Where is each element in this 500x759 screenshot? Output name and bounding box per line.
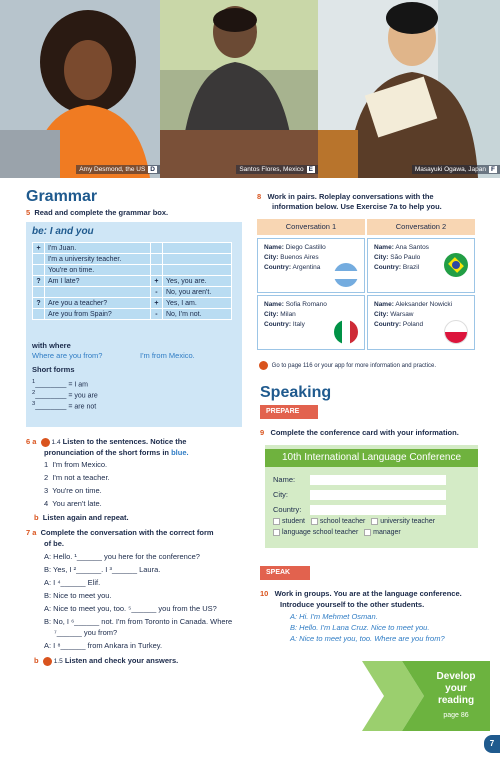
name-field[interactable] bbox=[310, 475, 446, 485]
develop-page-ref: page 86 bbox=[443, 712, 469, 719]
develop-label-1: Develop bbox=[436, 671, 476, 682]
where-answer: I'm from Mexico. bbox=[140, 351, 195, 360]
exercise-7a-instruction-2: of be. bbox=[44, 539, 64, 548]
where-question: Where are you from? bbox=[32, 351, 103, 360]
table-row: I'm a university teacher. bbox=[33, 254, 232, 265]
school-teacher-checkbox[interactable] bbox=[311, 518, 318, 525]
dialogue-line: B: No, I ⁶______ not. I'm from Toronto in Canada. Where bbox=[44, 617, 233, 626]
city-field[interactable] bbox=[310, 490, 446, 500]
woman-photo-icon bbox=[0, 0, 160, 178]
list-item: 2 I'm not a teacher. bbox=[44, 473, 110, 482]
dialogue-line: A: I ⁸______ from Ankara in Turkey. bbox=[44, 641, 163, 650]
dialogue-line: ⁷______ you from? bbox=[54, 628, 118, 637]
exercise-6a-instruction: 6 a 1.4 Listen to the sentences. Notice the bbox=[26, 437, 187, 446]
develop-label-2: your bbox=[445, 683, 467, 694]
exercise-5-instruction: 5 Read and complete the grammar box. bbox=[26, 208, 169, 217]
role-card: Name: Ana Santos City: São Paulo Country: Brazil bbox=[367, 238, 475, 293]
prepare-tag: PREPARE bbox=[260, 405, 318, 419]
dialogue-line: A: Nice to meet you, too. ⁵______ you from the US? bbox=[44, 604, 217, 613]
manager-checkbox[interactable] bbox=[364, 529, 371, 536]
name-label: Name: bbox=[273, 475, 296, 484]
short-form-2: $^2$________ = you are bbox=[32, 390, 98, 400]
short-form-1: $^1$________ = I am bbox=[32, 379, 88, 389]
audio-icon[interactable] bbox=[41, 438, 50, 447]
short-form-3: $^3$________ = are not bbox=[32, 401, 97, 411]
photo-masayuki bbox=[318, 0, 500, 178]
exercise-6a-instruction-2: pronunciation of the short forms in blue. bbox=[44, 448, 189, 457]
dialogue-line: A: Hello. ¹______ you here for the conference? bbox=[44, 552, 200, 561]
exercise-9-instruction: 9 Complete the conference card with your information. bbox=[260, 428, 459, 437]
exercise-8-instruction: 8 Work in pairs. Roleplay conversations with the bbox=[257, 192, 434, 201]
exercise-7b-instruction: b 1.5 Listen and check your answers. bbox=[34, 656, 179, 665]
photo-strip bbox=[0, 0, 500, 178]
list-item: 4 You aren't late. bbox=[44, 499, 102, 508]
exercise-10-instruction-2: Introduce yourself to the other students. bbox=[280, 600, 425, 609]
exercise-7a-instruction: 7 a Complete the conversation with the correct form bbox=[26, 528, 214, 537]
develop-reading-banner[interactable] bbox=[362, 661, 490, 731]
example-line: A: Hi. I'm Mehmet Osman. bbox=[290, 612, 378, 621]
conversation-cards bbox=[257, 219, 475, 349]
photo-caption: Amy Desmond, the US D bbox=[76, 165, 160, 174]
example-line: A: Nice to meet you, too. Where are you from? bbox=[290, 634, 445, 643]
audio-icon[interactable] bbox=[43, 657, 52, 666]
dialogue-line: B: Nice to meet you. bbox=[44, 591, 112, 600]
role-card: Name: Sofia Romano City: Milan Country: Italy bbox=[257, 295, 365, 350]
conversation-1-header: Conversation 1 bbox=[257, 219, 365, 235]
table-row: ? Am I late? + Yes, you are. bbox=[33, 276, 232, 287]
list-item: 3 You're on time. bbox=[44, 486, 102, 495]
dialogue-line: B: Yes, I ²______. I ³______ Laura. bbox=[44, 565, 161, 574]
exercise-8-instruction-2: information below. Use Exercise 7a to help you. bbox=[272, 202, 442, 211]
country-label: Country: bbox=[273, 505, 302, 514]
table-row: - No, you aren't. bbox=[33, 287, 232, 298]
dialogue-line: A: I ⁴______ Elif. bbox=[44, 578, 101, 587]
conversation-2-header: Conversation 2 bbox=[367, 219, 475, 235]
grammar-box bbox=[26, 222, 242, 427]
student-checkbox[interactable] bbox=[273, 518, 280, 525]
argentina-flag-icon bbox=[334, 263, 358, 287]
conference-title: 10th International Language Conference bbox=[265, 449, 478, 467]
occupation-options-1: student school teacher university teacher bbox=[273, 517, 435, 527]
list-item: 1 I'm from Mexico. bbox=[44, 460, 108, 469]
italy-flag-icon bbox=[334, 320, 358, 344]
conference-card bbox=[265, 445, 478, 548]
grammar-heading: Grammar bbox=[26, 188, 98, 205]
speak-tag: SPEAK bbox=[260, 566, 310, 580]
speaking-heading: Speaking bbox=[260, 384, 332, 401]
short-forms-label: Short forms bbox=[32, 365, 75, 374]
table-row: Are you from Spain? - No, I'm not. bbox=[33, 309, 232, 320]
poland-flag-icon bbox=[444, 320, 468, 344]
role-card: Name: Diego Castillo City: Buenos Aires Country: Argentina bbox=[257, 238, 365, 293]
photo-caption: Masayuki Ogawa, Japan F bbox=[412, 165, 500, 174]
photo-caption: Santos Flores, Mexico E bbox=[236, 165, 318, 174]
man-reading-photo-icon bbox=[318, 0, 500, 178]
table-row: You're on time. bbox=[33, 265, 232, 276]
develop-label-3: reading bbox=[437, 695, 475, 706]
grammar-reference-icon bbox=[259, 361, 268, 370]
table-row: ? Are you a teacher? + Yes, I am. bbox=[33, 298, 232, 309]
example-line: B: Hello. I'm Lana Cruz. Nice to meet you. bbox=[290, 623, 430, 632]
photo-amy bbox=[0, 0, 160, 178]
goto-reference[interactable]: Go to page 116 or your app for more information and practice. bbox=[257, 361, 436, 371]
university-teacher-checkbox[interactable] bbox=[371, 518, 378, 525]
exercise-6b-instruction: b Listen again and repeat. bbox=[34, 513, 129, 522]
country-field[interactable] bbox=[310, 505, 446, 515]
grammar-box-title: be: I and you bbox=[32, 226, 94, 237]
exercise-10-instruction: 10 Work in groups. You are at the language conference. bbox=[260, 589, 462, 598]
with-where-label: with where bbox=[32, 341, 71, 350]
language-school-teacher-checkbox[interactable] bbox=[273, 529, 280, 536]
photo-santos bbox=[160, 0, 318, 178]
table-row: + I'm Juan. bbox=[33, 243, 232, 254]
grammar-table bbox=[32, 242, 232, 320]
city-label: City: bbox=[273, 490, 288, 499]
occupation-options-2: language school teacher manager bbox=[273, 528, 401, 538]
brazil-flag-icon bbox=[444, 253, 468, 277]
role-card: Name: Aleksander Nowicki City: Warsaw Country: Poland bbox=[367, 295, 475, 350]
page-number: 7 bbox=[484, 735, 500, 753]
man-photo-icon bbox=[160, 0, 318, 178]
